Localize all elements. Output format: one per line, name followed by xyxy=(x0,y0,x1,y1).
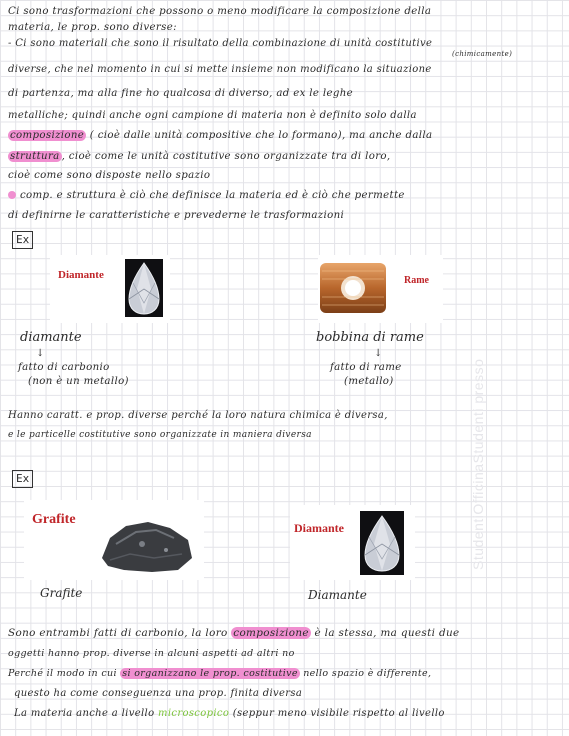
highlight-organizzazione: si organizzano le prop. costitutive xyxy=(122,668,298,679)
note-line: di partenza, ma alla fine ho qualcosa di diverso, ad ex le leghe xyxy=(8,88,354,99)
diamond-photo-2 xyxy=(290,505,415,580)
note-text: Perché il modo in cui xyxy=(8,668,117,679)
note-text: comp. e struttura è ciò che definisce la materia ed è ciò che permette xyxy=(20,190,405,201)
note-text: La materia anche a livello xyxy=(14,708,155,719)
note-line: di definirne le caratteristiche e prevederne le trasformazioni xyxy=(8,210,345,221)
note-line: cioè come sono disposte nello spazio xyxy=(8,170,211,181)
note-line xyxy=(8,668,431,679)
highlight-struttura: struttura xyxy=(10,151,60,162)
note-superscript: (chimicamente) xyxy=(452,50,513,58)
caption-diamante-2: Diamante xyxy=(308,588,367,602)
diamond-photo xyxy=(50,255,170,323)
green-word-microscopico: microscopico xyxy=(157,708,230,719)
highlight-composizione-2: composizione xyxy=(233,627,309,639)
note-line: diverse, che nel momento in cui si mette insieme non modificano la situazione xyxy=(8,64,432,75)
diamond-image-2 xyxy=(360,511,404,575)
note-line: Ci sono trasformazioni che possono o meno modificare la composizione della xyxy=(8,6,432,17)
note-text: nello spazio è differente, xyxy=(303,668,432,679)
note-line: e le particelle costitutive sono organizzate in maniera diversa xyxy=(8,430,312,440)
note-text: Sono entrambi fatti di carbonio, la loro xyxy=(8,627,228,639)
note-line: metalliche; quindi anche ogni campione di materia non è definito solo dalla xyxy=(8,110,417,121)
down-arrow-icon: ↓ xyxy=(374,348,383,359)
note-text: , cioè come le unità costitutive sono organizzate tra di loro, xyxy=(61,151,391,162)
note-line xyxy=(14,708,445,719)
note-line: (non è un metallo) xyxy=(28,376,129,387)
photo-label-rame: Rame xyxy=(404,275,429,286)
note-line: Hanno caratt. e prop. diverse perché la loro natura chimica è diversa, xyxy=(8,410,388,421)
note-text: ( cioè dalle unità compositive che lo formano), ma anche dalla xyxy=(89,130,433,141)
example-box: Ex xyxy=(12,470,33,488)
note-line xyxy=(8,151,391,162)
photo-label-diamante-2: Diamante xyxy=(294,521,344,535)
note-line: fatto di rame xyxy=(330,362,402,373)
photo-label-diamante: Diamante xyxy=(58,269,104,281)
example-box: Ex xyxy=(12,231,33,249)
note-line: oggetti hanno prop. diverse in alcuni aspetti ad altri no xyxy=(8,648,295,659)
note-line xyxy=(8,130,432,141)
copper-photo xyxy=(318,255,443,323)
highlight-composizione: composizione xyxy=(10,130,85,141)
caption-grafite: Grafite xyxy=(40,586,83,600)
diamond-image xyxy=(125,259,163,317)
note-line: (metallo) xyxy=(344,376,394,387)
down-arrow-icon: ↓ xyxy=(36,348,45,359)
caption-diamante: diamante xyxy=(20,330,82,345)
note-text: (seppur meno visibile rispetto al livello xyxy=(232,708,445,719)
caption-bobbina: bobbina di rame xyxy=(316,330,424,345)
graphite-image xyxy=(96,514,196,574)
note-line: questo ha come conseguenza una prop. finita diversa xyxy=(14,688,303,699)
note-line: - Ci sono materiali che sono il risultato della combinazione di unità costitutive xyxy=(8,38,433,49)
photo-label-grafite: Grafite xyxy=(32,512,76,527)
watermark: StudentiOfficinaStudenti presso xyxy=(470,358,486,570)
note-line: materia, le prop. sono diverse: xyxy=(8,22,177,33)
pink-bullet-icon xyxy=(8,191,16,199)
copper-coil-image xyxy=(318,259,388,317)
graphite-photo xyxy=(24,500,204,580)
note-text: è la stessa, ma questi due xyxy=(314,627,460,639)
note-line xyxy=(8,190,405,201)
note-line: fatto di carbonio xyxy=(18,362,110,373)
note-line xyxy=(8,627,460,639)
